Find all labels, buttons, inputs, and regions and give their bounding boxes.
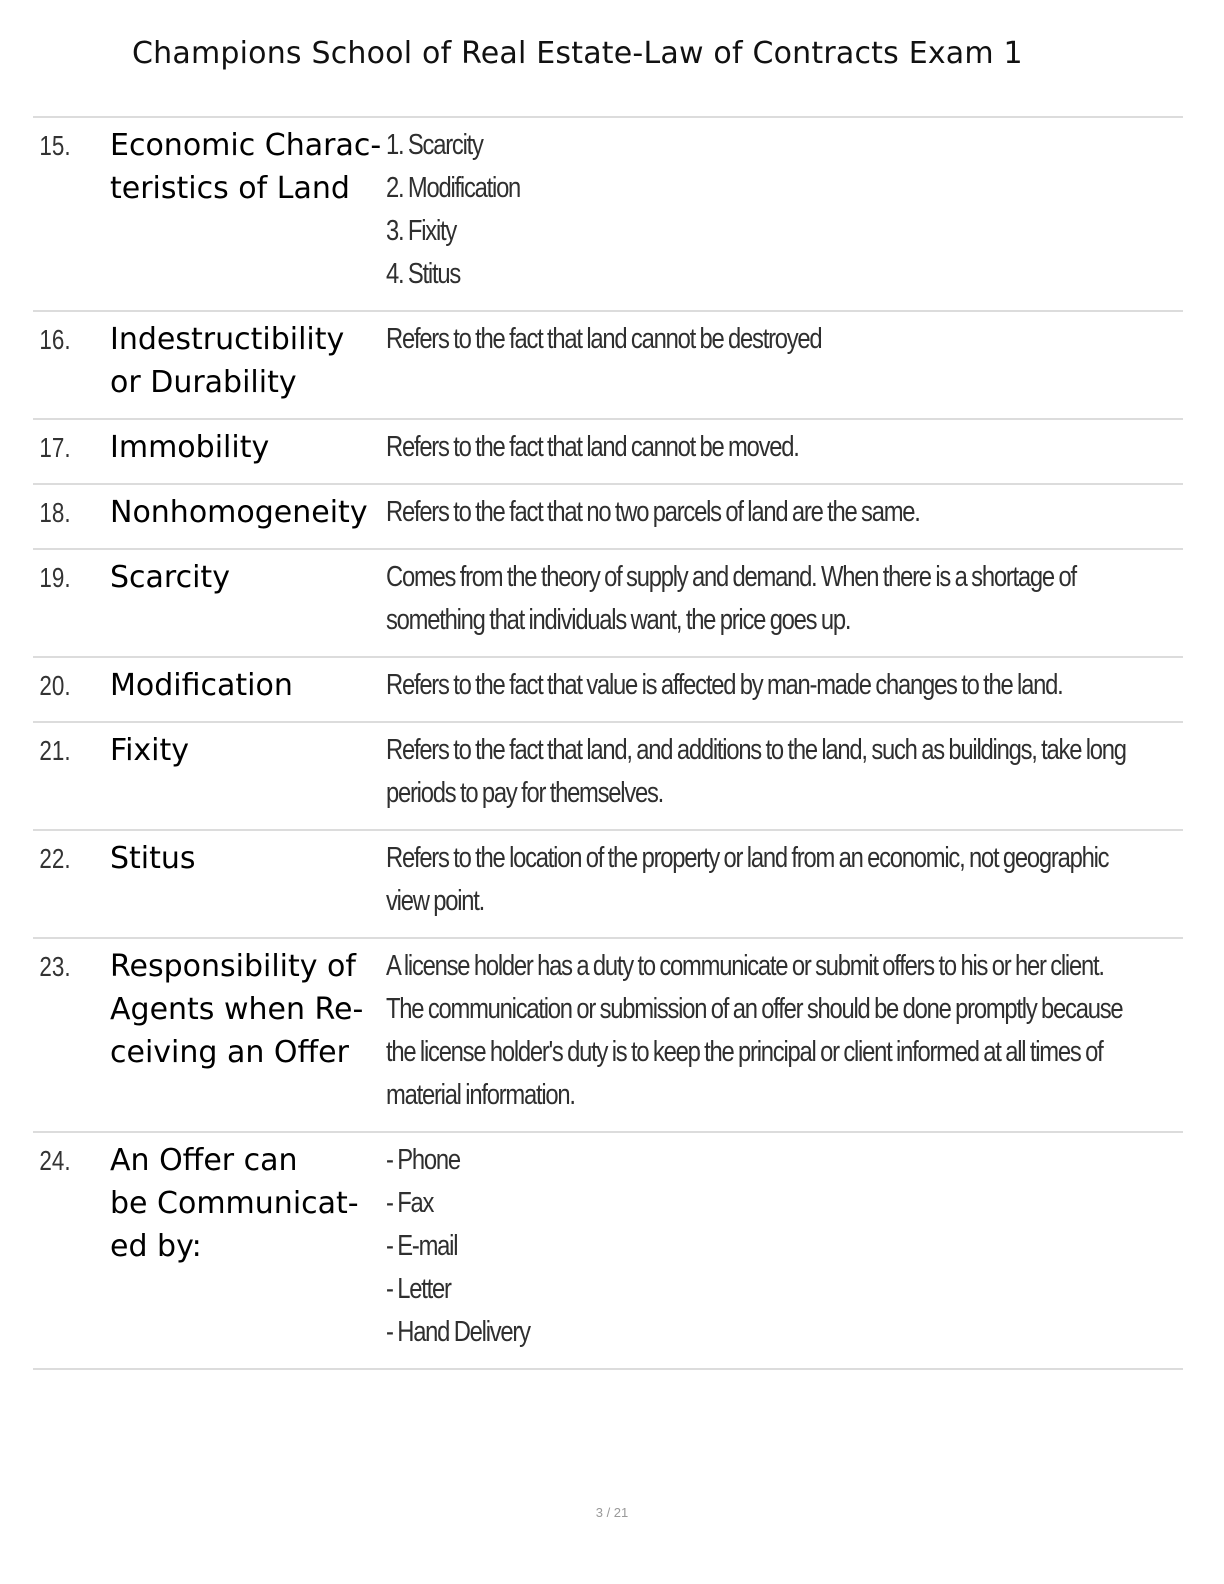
card-definition	[386, 554, 1224, 642]
definition-line: The communication or submission of an offer should be done promptly because	[386, 993, 1123, 1025]
page-title: Champions School of Real Estate-Law of Contracts Exam 1	[132, 36, 1023, 71]
definition-line: 2. Modification	[386, 172, 521, 204]
definition-line: something that individuals want, the price goes up.	[386, 604, 851, 636]
definition-line: periods to pay for themselves.	[386, 777, 664, 809]
card-term: An Offer can be Communicat- ed by:	[110, 1143, 359, 1264]
card-term: Scarcity	[110, 560, 230, 595]
flashcard-row	[33, 723, 1183, 831]
page-number: 3 / 21	[595, 1505, 629, 1520]
definition-line: - Phone	[386, 1144, 460, 1176]
definition-line: - E-mail	[386, 1230, 458, 1262]
card-term: Immobility	[110, 430, 270, 465]
card-definition	[386, 424, 1183, 469]
flashcard-row	[33, 485, 1183, 550]
card-definition	[386, 122, 1183, 296]
definition-line: Refers to the fact that no two parcels of land are the same.	[386, 496, 920, 528]
definition-line: Refers to the location of the property or land from an economic, not geographic	[386, 842, 1109, 874]
definition-line: - Fax	[386, 1187, 434, 1219]
definition-line: Comes from the theory of supply and demand. When there is a shortage of	[386, 561, 1076, 593]
card-number: 23.	[39, 951, 71, 982]
card-definition	[386, 943, 1224, 1117]
card-number: 24.	[39, 1145, 71, 1176]
card-definition	[386, 835, 1224, 923]
definition-line: - Letter	[386, 1273, 451, 1305]
card-number: 20.	[39, 670, 71, 701]
card-term: Indestructibility or Durability	[110, 322, 345, 400]
card-term: Fixity	[110, 733, 190, 768]
card-term: Responsibility of Agents when Re- ceiving an Offer	[110, 949, 364, 1070]
flashcard-row	[33, 550, 1183, 658]
card-term: Stitus	[110, 841, 196, 876]
card-definition	[386, 1137, 1183, 1354]
definition-line: 4. Stitus	[386, 258, 461, 290]
definition-line: 3. Fixity	[386, 215, 457, 247]
flashcard-row	[33, 1133, 1183, 1370]
definition-line: Refers to the fact that land, and additions to the land, such as buildings, take long	[386, 734, 1126, 766]
card-term: Economic Charac- teristics of Land	[110, 128, 382, 206]
definition-line: Refers to the fact that land cannot be moved.	[386, 431, 799, 463]
card-number: 18.	[39, 497, 71, 528]
card-number: 22.	[39, 843, 71, 874]
definition-line: the license holder's duty is to keep the principal or client informed at all times of	[386, 1036, 1103, 1068]
card-term: Nonhomogeneity	[110, 495, 368, 530]
definition-line: Refers to the fact that land cannot be destroyed	[386, 323, 822, 355]
flashcard-row	[33, 831, 1183, 939]
card-number: 17.	[39, 432, 71, 463]
card-definition	[386, 489, 1183, 534]
definition-line: - Hand Delivery	[386, 1316, 530, 1348]
card-definition	[386, 727, 1224, 815]
card-number: 21.	[39, 735, 71, 766]
card-term: Modification	[110, 668, 293, 703]
definition-line: Refers to the fact that value is affected by man-made changes to the land.	[386, 669, 1063, 701]
definition-line: view point.	[386, 885, 485, 917]
flashcard-row	[33, 939, 1183, 1133]
flashcard-row	[33, 420, 1183, 485]
card-definition	[386, 316, 1183, 361]
flashcard-list	[33, 116, 1183, 1370]
flashcard-row	[33, 658, 1183, 723]
flashcard-row	[33, 312, 1183, 420]
card-definition	[386, 662, 1211, 707]
definition-line: material information.	[386, 1079, 575, 1111]
card-number: 19.	[39, 562, 71, 593]
definition-line: 1. Scarcity	[386, 129, 483, 161]
card-number: 16.	[39, 324, 71, 355]
card-number: 15.	[39, 130, 71, 161]
definition-line: A license holder has a duty to communicate or submit offers to his or her client.	[386, 950, 1104, 982]
flashcard-row	[33, 118, 1183, 312]
